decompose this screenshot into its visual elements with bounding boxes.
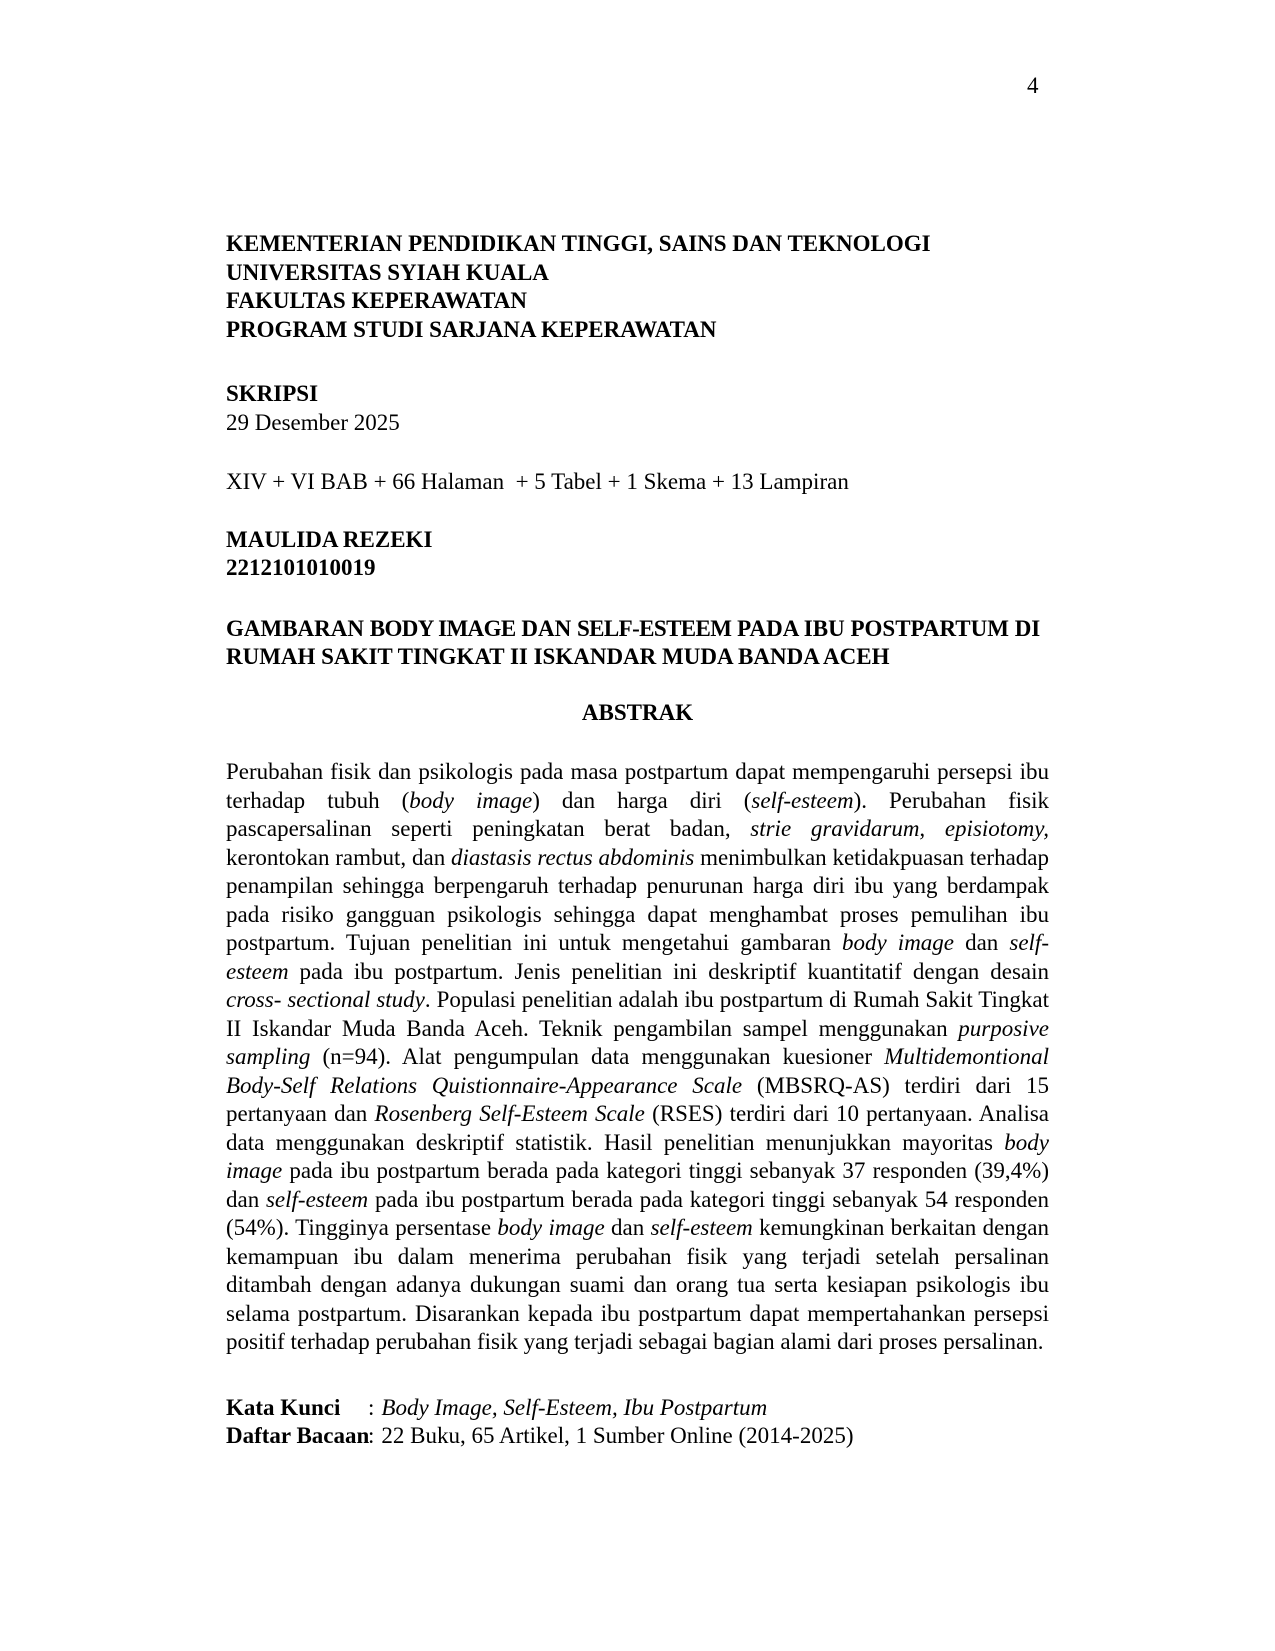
collation-line: XIV + VI BAB + 66 Halaman + 5 Tabel + 1 Skema + 13 Lampiran	[226, 469, 849, 494]
abstract-heading: ABSTRAK	[581, 699, 694, 725]
thesis-title: GAMBARAN BODY IMAGE DAN SELF-ESTEEM PADA IBU POSTPARTUM DI RUMAH SAKIT TINGKAT II ISKANDAR MUDA BANDA ACEH	[226, 615, 1041, 669]
faculty-line: FAKULTAS KEPERAWATAN	[226, 288, 527, 313]
references-row	[226, 1422, 1049, 1451]
keywords-row	[226, 1394, 1049, 1423]
study-program-line: PROGRAM STUDI SARJANA KEPERAWATAN	[226, 316, 717, 342]
thesis-type-block	[226, 380, 1049, 437]
thesis-date: 29 Desember 2025	[226, 409, 400, 435]
keywords-references-block	[226, 1394, 1049, 1451]
page-number: 4	[1027, 73, 1039, 98]
ministry-line: KEMENTERIAN PENDIDIKAN TINGGI, SAINS DAN TEKNOLOGI	[226, 231, 931, 256]
references-label: Daftar Bacaan	[226, 1423, 370, 1448]
author-block	[226, 526, 1049, 583]
keywords-value: Body Image, Self-Esteem, Ibu Postpartum	[381, 1394, 768, 1420]
keywords-colon: :	[368, 1394, 375, 1420]
student-id: 2212101010019	[226, 555, 376, 580]
author-name: MAULIDA REZEKI	[226, 526, 433, 552]
references-colon: :	[368, 1423, 375, 1448]
keywords-label: Kata Kunci	[226, 1394, 341, 1420]
page-content	[226, 230, 1049, 1451]
thesis-type-label: SKRIPSI	[226, 381, 319, 406]
abstract-paragraph: Perubahan fisik dan psikologis pada masa postpartum dapat mempengaruhi persepsi ibu terhadap tubuh (body image) dan harga diri (self-esteem). Perubahan fisik pascapersalinan seperti peningkatan berat badan, strie gravidarum, episiotomy, kerontokan rambut, dan diastasis rectus abdominis menimbulkan ketidakpuasan terhadap penampilan sehingga berpengaruh terhadap penurunan harga diri ibu yang berdampak pada risiko gangguan psikologis sehingga dapat menghambat proses pemulihan ibu postpartum. Tujuan penelitian ini untuk mengetahui gambaran body image dan self-esteem pada ibu postpartum. Jenis penelitian ini deskriptif kuantitatif dengan desain cross- sectional study. Populasi penelitian adalah ibu postpartum di Rumah Sakit Tingkat II Iskandar Muda Banda Aceh. Teknik pengambilan sampel menggunakan purposive sampling (n=94). Alat pengumpulan data menggunakan kuesioner Multidemontional Body-Self Relations Quistionnaire-Appearance Scale (MBSRQ-AS) terdiri dari 15 pertanyaan dan Rosenberg Self-Esteem Scale (RSES) terdiri dari 10 pertanyaan. Analisa data menggunakan deskriptif statistik. Hasil penelitian menunjukkan mayoritas body image pada ibu postpartum berada pada kategori tinggi sebanyak 37 responden (39,4%) dan self-esteem pada ibu postpartum berada pada kategori tinggi sebanyak 54 responden (54%). Tingginya persentase body image dan self-esteem kemungkinan berkaitan dengan kemampuan ibu dalam menerima perubahan fisik yang terjadi setelah persalinan ditambah dengan adanya dukungan suami dan orang tua serta kesiapan psikologis ibu selama postpartum. Disarankan kepada ibu postpartum dapat mempertahankan persepsi positif terhadap perubahan fisik yang terjadi sebagai bagian alami dari proses persalinan.	[226, 759, 1050, 1354]
references-value: 22 Buku, 65 Artikel, 1 Sumber Online (2014-2025)	[381, 1423, 854, 1448]
university-line: UNIVERSITAS SYIAH KUALA	[226, 259, 549, 285]
institution-header	[226, 230, 1049, 344]
